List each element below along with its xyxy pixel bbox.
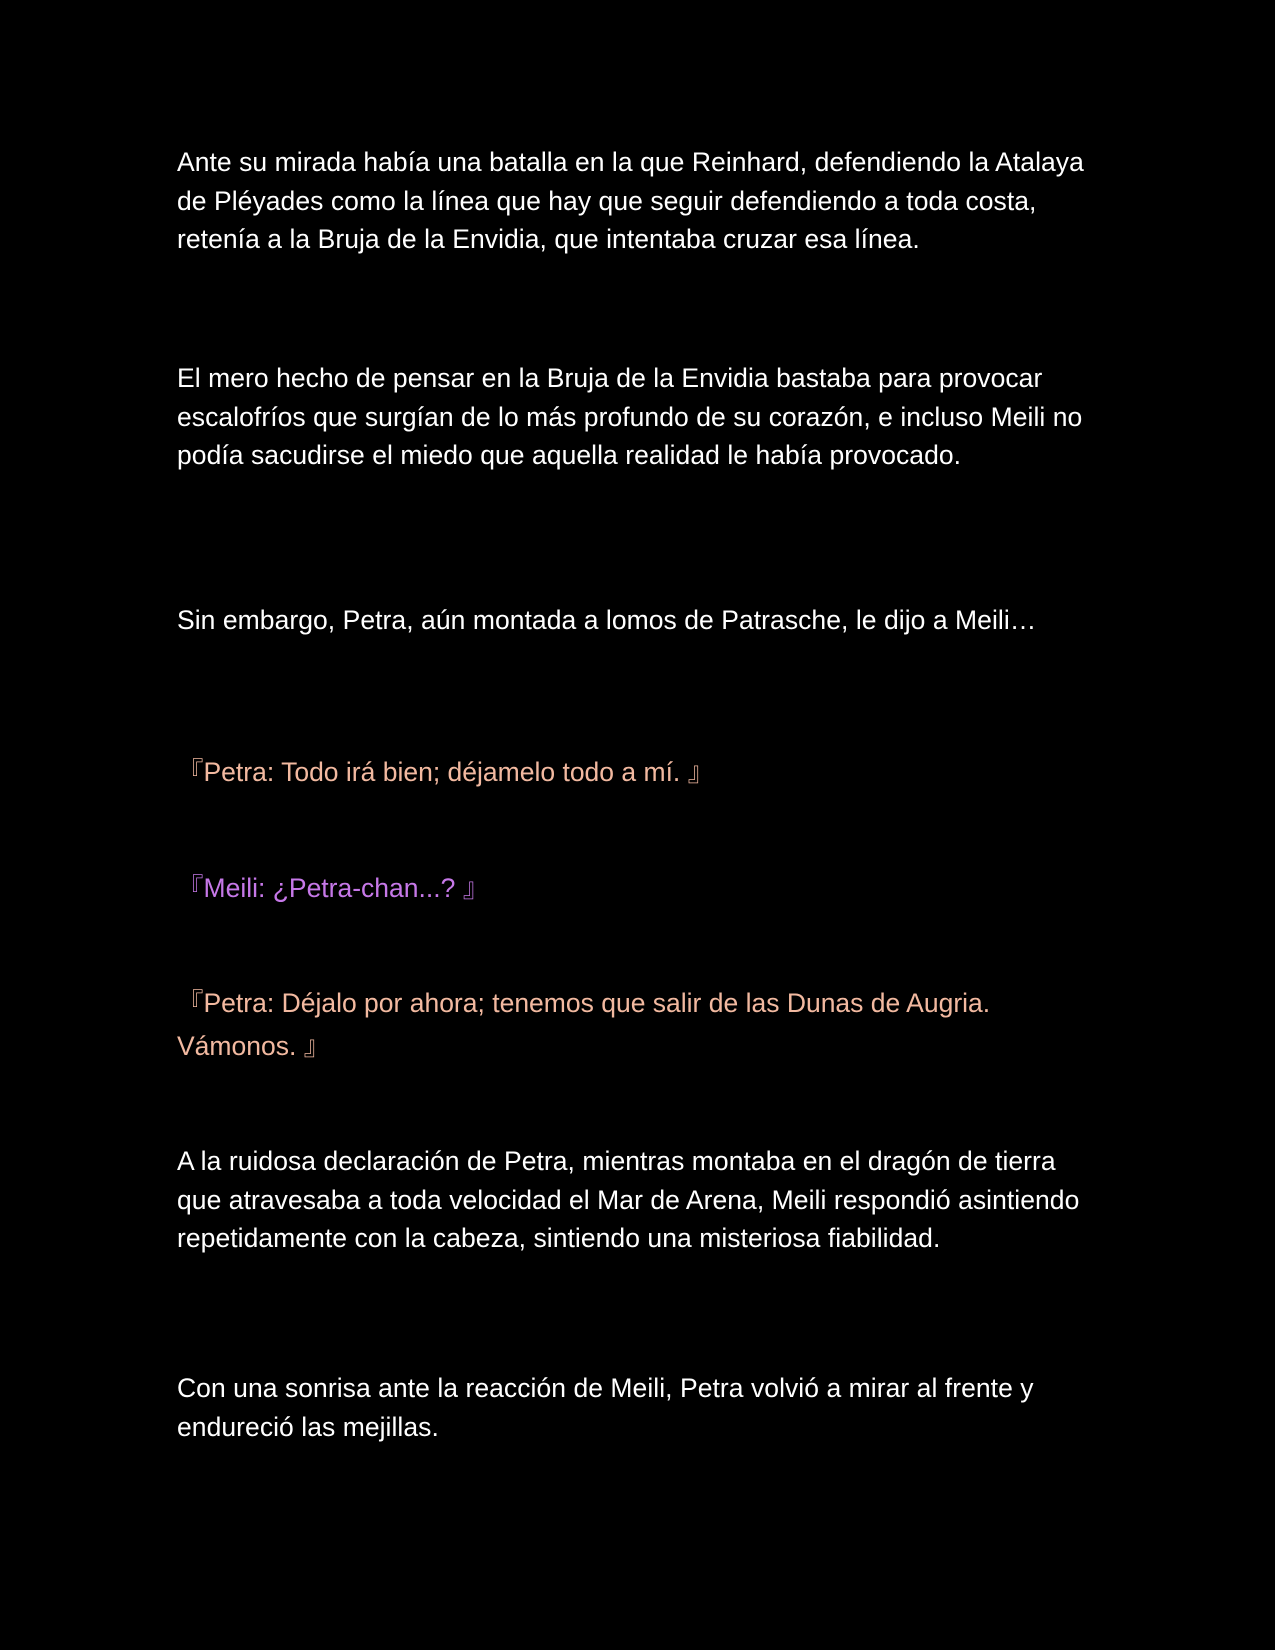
narration-paragraph: Con una sonrisa ante la reacción de Meili, Petra volvió a mirar al frente y endureció las mejillas. <box>177 1373 1034 1442</box>
narration-paragraph: El mero hecho de pensar en la Bruja de la Envidia bastaba para provocar escalofríos que surgían de lo más profundo de su corazón, e incluso Meili no podía sacudirse el miedo que aquella realidad le había provocado. <box>177 363 1083 470</box>
dialogue-line-meili: 『Meili: ¿Petra-chan...? 』 <box>177 873 490 903</box>
narration-paragraph: Sin embargo, Petra, aún montada a lomos de Patrasche, le dijo a Meili… <box>177 605 1037 635</box>
narration-paragraph: A la ruidosa declaración de Petra, mientras montaba en el dragón de tierra que atravesaba a toda velocidad el Mar de Arena, Meili respondió asintiendo repetidamente con la cabeza, sintiendo una misteriosa fiabilidad. <box>177 1146 1080 1253</box>
narration-paragraph: Ante su mirada había una batalla en la que Reinhard, defendiendo la Atalaya de Pléyades como la línea que hay que seguir defendiendo a toda costa, retenía a la Bruja de la Envidia, que intentaba cruzar esa línea. <box>177 147 1084 254</box>
dialogue-line-petra: 『Petra: Todo irá bien; déjamelo todo a mí. 』 <box>177 757 715 787</box>
dialogue-line-petra: 『Petra: Déjalo por ahora; tenemos que salir de las Dunas de Augria. Vámonos. 』 <box>177 988 991 1061</box>
